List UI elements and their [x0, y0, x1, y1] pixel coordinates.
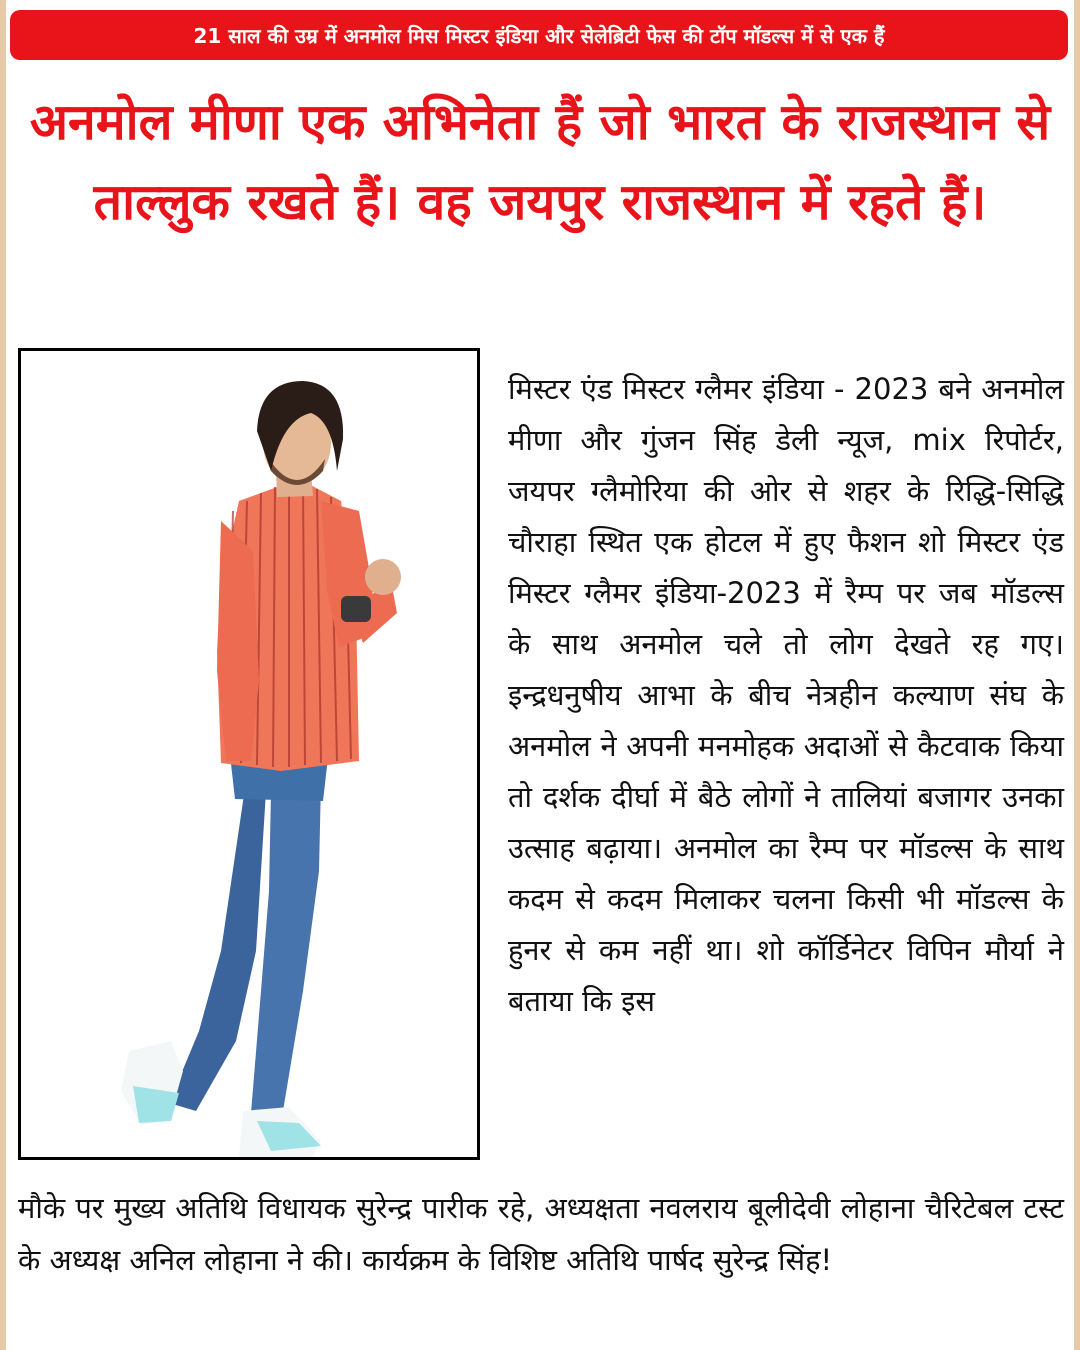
model-figure-illustration — [21, 351, 477, 1157]
article-body-side: मिस्टर एंड मिस्टर ग्लैमर इंडिया - 2023 बने अनमोल मीणा और गुंजन सिंह डेली न्यूज, mix रिपोर्टर, जयपर ग्लैमोरिया की ओर से शहर के रिद्धि-सिद्धि चौराहा स्थित एक होटल में हुए फैशन शो मिस्टर एंड मिस्टर ग्लैमर इंडिया-2023 में रैम्प पर जब मॉडल्स के साथ अनमोल चले तो लोग देखते रह गए। इन्द्रधनुषीय आभा के बीच नेत्रहीन कल्याण संघ के अनमोल ने अपनी मनमोहक अदाओं से कैटवाक किया तो दर्शक दीर्घा में बैठे लोगों ने तालियां बजागर उनका उत्साह बढ़ाया। अनमोल का रैम्प पर मॉडल्स के साथ कदम से कदम मिलाकर चलना किसी भी मॉडल्स के हुनर से कम नहीं था। शो कॉर्डिनेटर विपिन मौर्या ने बताया कि इस — [508, 372, 1064, 1018]
banner-text: 21 साल की उम्र में अनमोल मिस मिस्टर इंडिया और सेलेब्रिटी फेस की टॉप मॉडल्स में से एक हैं — [193, 23, 885, 48]
article-body-bottom: मौके पर मुख्य अतिथि विधायक सुरेन्द्र पारीक रहे, अध्यक्षता नवलराय बूलीदेवी लोहाना चैरिटेबल टस्ट के अध्यक्ष अनिल लोहाना ने की। कार्यक्रम के विशिष्ट अतिथि पार्षद सुरेन्द्र सिंह! — [18, 1191, 1064, 1277]
headline: अनमोल मीणा एक अभिनेता हैं जो भारत के राजस्थान से ताल्लुक रखते हैं। वह जयपुर राजस्थान में रहते हैं। — [29, 93, 1051, 231]
top-banner — [10, 10, 1068, 60]
model-photo — [18, 348, 480, 1160]
